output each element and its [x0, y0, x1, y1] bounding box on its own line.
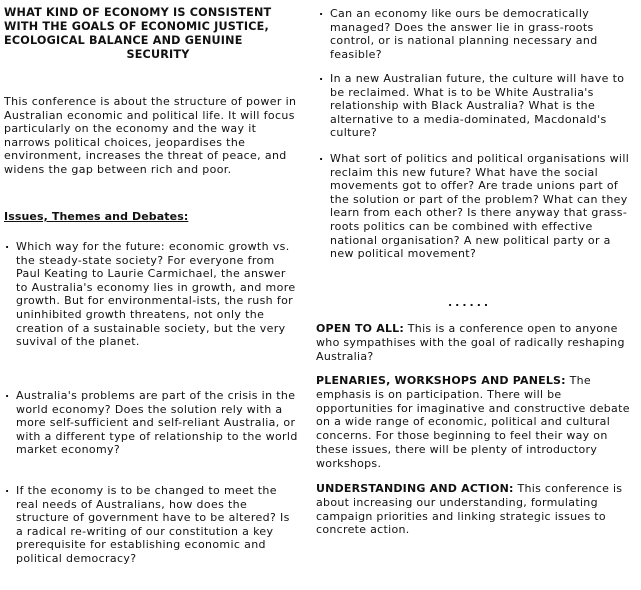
bullet-mark: . [5, 238, 10, 251]
title-line: SECURITY [126, 48, 190, 61]
bullet-item [5, 387, 300, 457]
bullet-item [319, 150, 635, 261]
intro-paragraph: This conference is about the structure of power in Australian economic and political life. It will focus particularly on the economy and the way it narrows political choices, jeopardises the environment, increases the threat of peace, and widens the gap between rich and poor. [4, 95, 297, 176]
bullet-text: Which way for the future: economic growth vs. the steady-state society? For everyone from Paul Keating to Laurie Carmichael, the answer to Australia's economy lies in growth, and more growth. But for environmental-ists, the rush for uninhibited growth threatens, not only the creation of a sustainable society, but the very suvival of the planet. [16, 240, 296, 349]
section-separator: ...... [448, 296, 492, 309]
section-text: This conference is about increasing our understanding, formulating campaign priorities and linking strategic issues to concrete action. [316, 482, 623, 537]
plenaries-section [316, 374, 638, 471]
bullet-item [5, 482, 300, 566]
section-heading: UNDERSTANDING AND ACTION: [316, 482, 514, 495]
understanding-section [316, 482, 638, 537]
bullet-text: In a new Australian future, the culture will have to be reclaimed. What is to be White Australia's relationship with Black Australia? What is the alternative to a media-dominated, Macdonald's culture? [330, 72, 625, 140]
bullet-mark: . [5, 482, 10, 495]
bullet-item [5, 238, 300, 349]
bullet-text: Australia's problems are part of the crisis in the world economy? Does the solution rely with a more self-sufficient and self-reliant Australia, or with a different type of relationship to the world market economy? [16, 389, 298, 457]
bullet-text: If the economy is to be changed to meet the real needs of Australians, how does the structure of government have to be altered? Is a radical re-writing of our constitution a key prerequisite for establishing economic and political democracy? [16, 484, 290, 565]
bullet-mark: . [5, 387, 10, 400]
issues-heading: Issues, Themes and Debates: [4, 210, 189, 223]
page-title [4, 6, 304, 62]
title-line: ECOLOGICAL BALANCE AND GENUINE [4, 34, 243, 47]
bullet-item [319, 70, 635, 140]
bullet-mark: . [319, 5, 324, 18]
title-line: WHAT KIND OF ECONOMY IS CONSISTENT [4, 6, 272, 19]
section-text: The emphasis is on participation. There will be opportunities for imaginative and constructive debate on a wide range of economic, political and cultural concerns. For those beginning to feel their way on these issues, there will be plenty of introductory workshops. [316, 374, 630, 470]
bullet-text: What sort of politics and political organisations will reclaim this new future? What have the social movements got to offer? Are trade unions part of the solution or part of the problem? What can they learn from each other? Is there anyway that grass-roots politics can be combined with effective national organisation? A new political party or a new political movement? [330, 152, 630, 261]
bullet-mark: . [319, 150, 324, 163]
bullet-item [319, 5, 635, 61]
open-to-all-section [316, 322, 638, 363]
section-text: This is a conference open to anyone who sympathises with the goal of radically reshaping Australia? [316, 322, 625, 363]
section-heading: PLENARIES, WORKSHOPS AND PANELS: [316, 374, 566, 387]
section-heading: OPEN TO ALL: [316, 322, 404, 335]
title-line: WITH THE GOALS OF ECONOMIC JUSTICE, [4, 20, 269, 33]
bullet-mark: . [319, 70, 324, 83]
bullet-text: Can an economy like ours be democratically managed? Does the answer lie in grass-roots control, or is national planning necessary and feasible? [330, 7, 598, 61]
